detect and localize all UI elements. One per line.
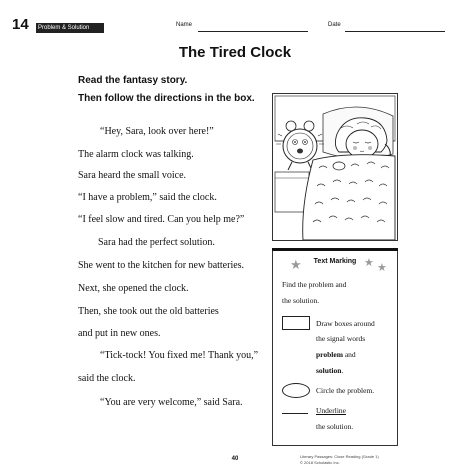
story-line: She went to the kitchen for new batteries. bbox=[78, 260, 245, 271]
directions-line-2: Then follow the directions in the box. bbox=[78, 93, 255, 104]
signal-word-line bbox=[316, 366, 343, 375]
page-title: The Tired Clock bbox=[178, 44, 292, 61]
story-line: Then, she took out the old batteries bbox=[78, 306, 219, 317]
story-illustration bbox=[272, 93, 398, 241]
directions-line-1: Read the fantasy story. bbox=[78, 75, 188, 86]
story-line: “Tick-tock! You fixed me! Thank you,” bbox=[100, 350, 259, 361]
star-icon: ★ bbox=[377, 262, 387, 274]
underline-instruction: the solution. bbox=[316, 422, 354, 431]
underline-word: Underline bbox=[316, 406, 346, 415]
box-symbol bbox=[282, 316, 310, 330]
story-line: “You are very welcome,” said Sara. bbox=[100, 397, 243, 408]
story-line: Next, she opened the clock. bbox=[78, 283, 189, 294]
box-instruction-line: Draw boxes around bbox=[316, 319, 375, 328]
text-marking-title: Text Marking bbox=[313, 258, 357, 265]
box-instruction-line: the signal words bbox=[316, 334, 366, 343]
story-line: said the clock. bbox=[78, 373, 136, 384]
star-icon: ★ bbox=[364, 257, 374, 269]
story-line: “Hey, Sara, look over here!” bbox=[100, 126, 214, 137]
box-intro-line: the solution. bbox=[282, 296, 320, 305]
girl-and-clock-drawing bbox=[273, 94, 397, 240]
text-marking-box bbox=[272, 248, 398, 446]
lesson-number: 14 bbox=[12, 16, 29, 33]
date-label: Date bbox=[328, 22, 341, 28]
story-line: Sara had the perfect solution. bbox=[98, 237, 215, 248]
signal-word-problem: problem bbox=[316, 350, 343, 359]
name-line bbox=[198, 31, 308, 32]
star-icon: ★ bbox=[290, 257, 302, 272]
signal-word-line bbox=[316, 350, 356, 359]
footer-copyright: © 2018 Scholastic Inc. bbox=[300, 460, 340, 465]
signal-word-solution: solution bbox=[316, 366, 342, 375]
and-text: and bbox=[342, 350, 356, 359]
period-text: . bbox=[341, 366, 344, 375]
story-line: and put in new ones. bbox=[78, 328, 161, 339]
story-line: Sara heard the small voice. bbox=[78, 170, 187, 181]
footer-source: Literary Passages: Close Reading (Grade 1) bbox=[300, 454, 379, 459]
story-line: “I have a problem,” said the clock. bbox=[78, 192, 217, 203]
page-number: 40 bbox=[231, 456, 239, 462]
story-line: The alarm clock was talking. bbox=[78, 149, 194, 160]
underline-symbol bbox=[282, 413, 308, 414]
circle-instruction: Circle the problem. bbox=[316, 386, 375, 395]
section-label: Problem & Solution bbox=[38, 25, 90, 31]
name-label: Name bbox=[176, 22, 193, 28]
story-line: “I feel slow and tired. Can you help me?” bbox=[78, 214, 245, 225]
circle-symbol bbox=[282, 383, 310, 398]
box-intro-line: Find the problem and bbox=[282, 280, 347, 289]
date-line bbox=[345, 31, 445, 32]
